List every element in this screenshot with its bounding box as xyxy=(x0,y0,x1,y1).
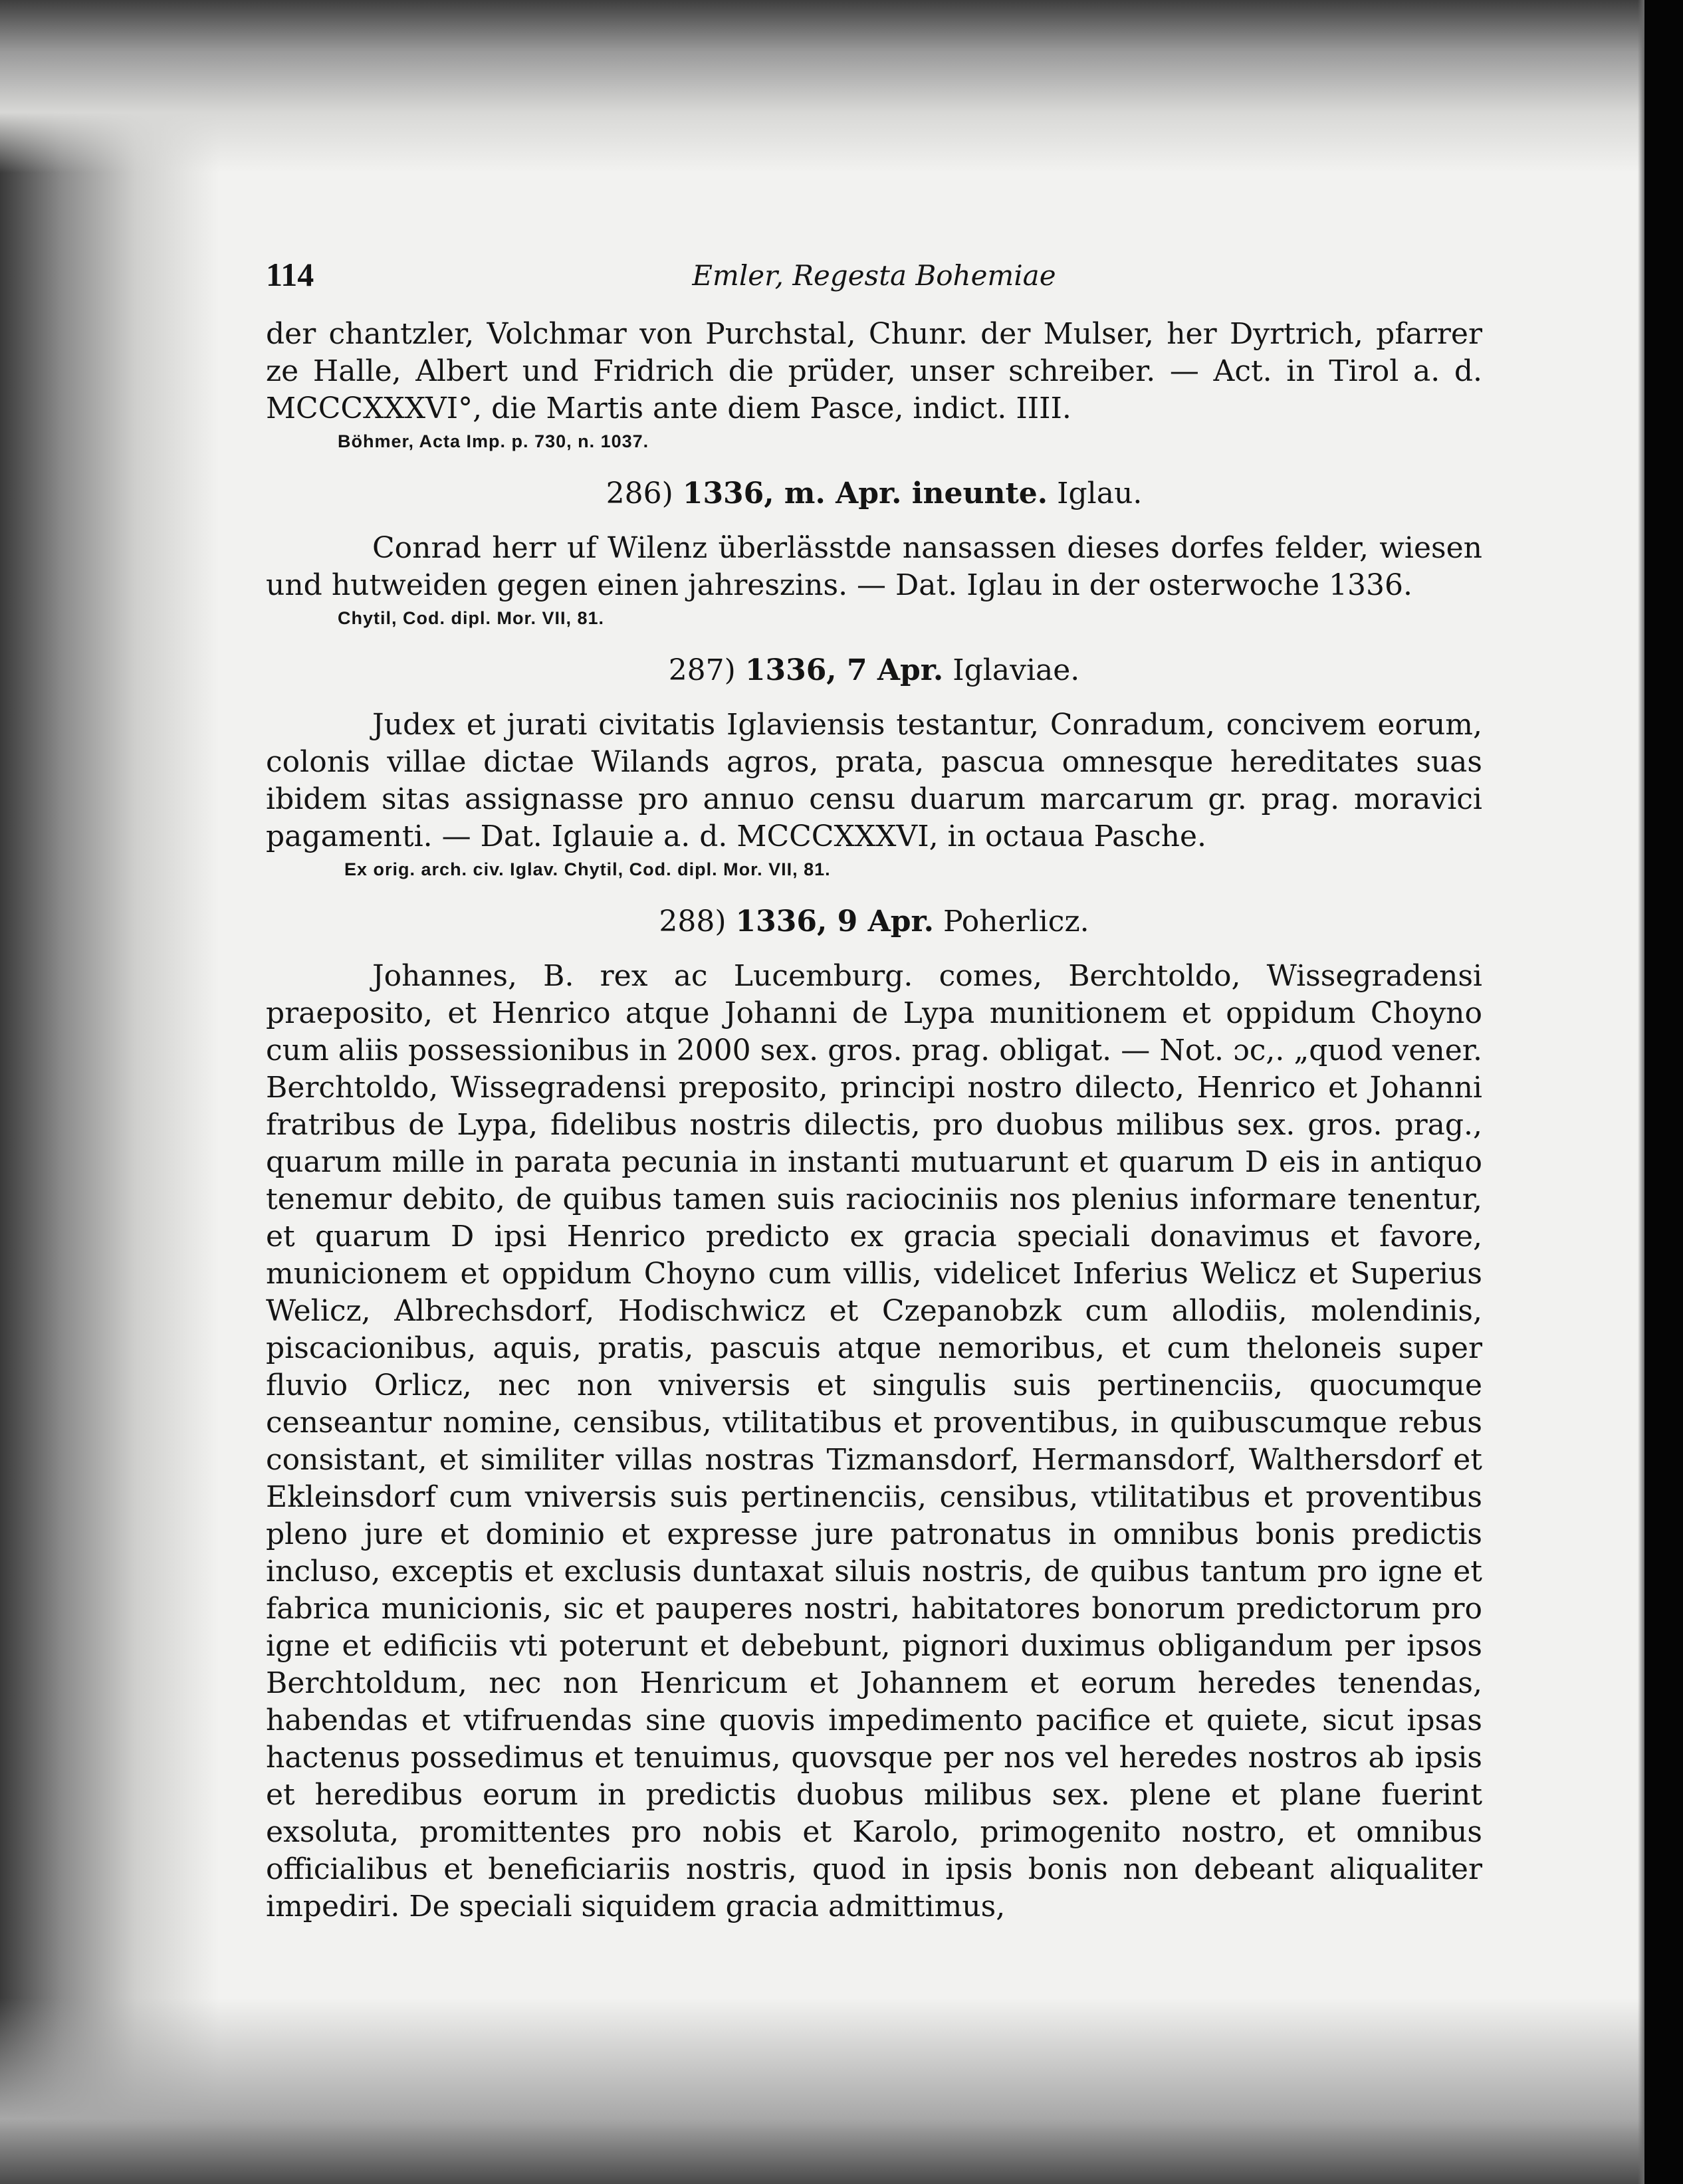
entry-text-288: Johannes, B. rex ac Lucemburg. comes, Berchtoldo, Wissegradensi praeposito, et Henrico atque Johanni de Lypa munitionem et oppidum Choyno cum aliis possessionibus in 2000 sex. gros. prag. obligat. — Not. ɔc,. „quod vener. Berchtoldo, Wissegradensi preposito, principi nostro dilecto, Henrico et Johanni fratribus de Lypa, fidelibus nostris dilectis, pro duobus milibus sex. gros. prag., quarum mille in parata pecunia in instanti mutuarunt et quarum D eis in antiquo tenemur debito, de quibus tamen suis raciociniis nos plenius informare tenentur, et quarum D ipsi Henrico predicto ex gracia speciali donavimus et favore, municionem et oppidum Choyno cum villis, videlicet Inferius Welicz et Superius Welicz, Albrechsdorf, Hodischwicz et Czepanobzk cum allodiis, molendinis, piscacionibus, aquis, pratis, pascuis atque nemoribus, et cum theloneis super fluvio Orlicz, nec non vniversis et singulis suis pertinenciis, quocumque censeantur nomine, censibus, vtilitatibus et proventibus, in quibuscumque rebus consistant, et similiter villas nostras Tizmansdorf, Hermansdorf, Walthersdorf et Ekleinsdorf cum vniversis suis pertinenciis, censibus, vtilitatibus et proventibus pleno jure et dominio et expresse jure patronatus in omnibus bonis predictis incluso, exceptis et exclusis duntaxat siluis nostris, de quibus tantum pro igne et fabrica municionis, sic et pauperes nostri, habitatores bonorum predictorum pro igne et edificiis vti poterunt et debebunt, pignori duximus obligandum per ipsos Berchtoldum, nec non Henricum et Johannem et eorum heredes tenendas, habendas et vtifruendas sine quovis impedimento pacifice et quiete, sicut ipsas hactenus possedimus et tenuimus, quovsque per nos vel heredes nostros ab ipsis et heredibus eorum in predictis duobus milibus sex. plene et plane fuerint exsoluta, promittentes pro nobis et Karolo, primogenito nostro, et omnibus officialibus et beneficiariis nostris, quod in ipsis bonis non debeant aliqualiter impediri. De speciali siquidem gracia admittimus, xyxy=(266,959,1482,1923)
continuation-text: der chantzler, Volchmar von Purchstal, Chunr. der Mulser, her Dyrtrich, pfarrer ze Halle, Albert und Fridrich die prüder, unser schreiber. — Act. in Tirol a. d. MCCCXXXVI°, die Martis ante diem Pasce, indict. IIII. xyxy=(266,317,1482,425)
book-page xyxy=(266,256,1482,1925)
entry-heading-288 xyxy=(266,903,1482,940)
entry-place: Poherlicz. xyxy=(943,905,1089,938)
entry-number: 287) xyxy=(668,653,736,687)
entry-place: Iglau. xyxy=(1057,477,1143,510)
entry-text-286: Conrad herr uf Wilenz überlässtde nansassen dieses dorfes felder, wiesen und hutweiden gegen einen jahreszins. — Dat. Iglau in der osterwoche 1336. xyxy=(266,531,1482,602)
entry-date: 1336, 7 Apr. xyxy=(744,653,944,687)
scan-shadow-left xyxy=(0,0,219,2184)
running-head xyxy=(266,256,1482,316)
entry-source-286: Chytil, Cod. dipl. Mor. VII, 81. xyxy=(338,608,605,628)
page-number: 114 xyxy=(266,256,314,293)
scan-shadow-top xyxy=(0,0,1683,173)
running-title: Emler, Regesta Bohemiae xyxy=(692,259,1056,292)
scan-edge-black xyxy=(1644,0,1683,2184)
scan-edge-gradient xyxy=(1638,0,1644,2184)
entry-place: Iglaviae. xyxy=(953,653,1080,687)
entry-text-287: Judex et jurati civitatis Iglaviensis testantur, Conradum, concivem eorum, colonis villae dictae Wilands agros, prata, pascua omnesque hereditates suas ibidem sitas assignasse pro annuo censu duarum marcarum gr. prag. moravici pagamenti. — Dat. Iglauie a. d. MCCCXXXVI, in octaua Pasche. xyxy=(266,708,1482,853)
entry-number: 286) xyxy=(606,477,673,510)
scan-shadow-bottom xyxy=(0,1998,1683,2184)
entry-date: 1336, 9 Apr. xyxy=(735,905,934,938)
entry-date: 1336, m. Apr. ineunte. xyxy=(682,477,1048,510)
entry-heading-287 xyxy=(266,652,1482,689)
entry-number: 288) xyxy=(659,905,727,938)
entry-heading-286 xyxy=(266,475,1482,512)
continuation-source: Böhmer, Acta Imp. p. 730, n. 1037. xyxy=(338,431,649,451)
entry-source-287: Ex orig. arch. civ. Iglav. Chytil, Cod. dipl. Mor. VII, 81. xyxy=(344,859,831,879)
